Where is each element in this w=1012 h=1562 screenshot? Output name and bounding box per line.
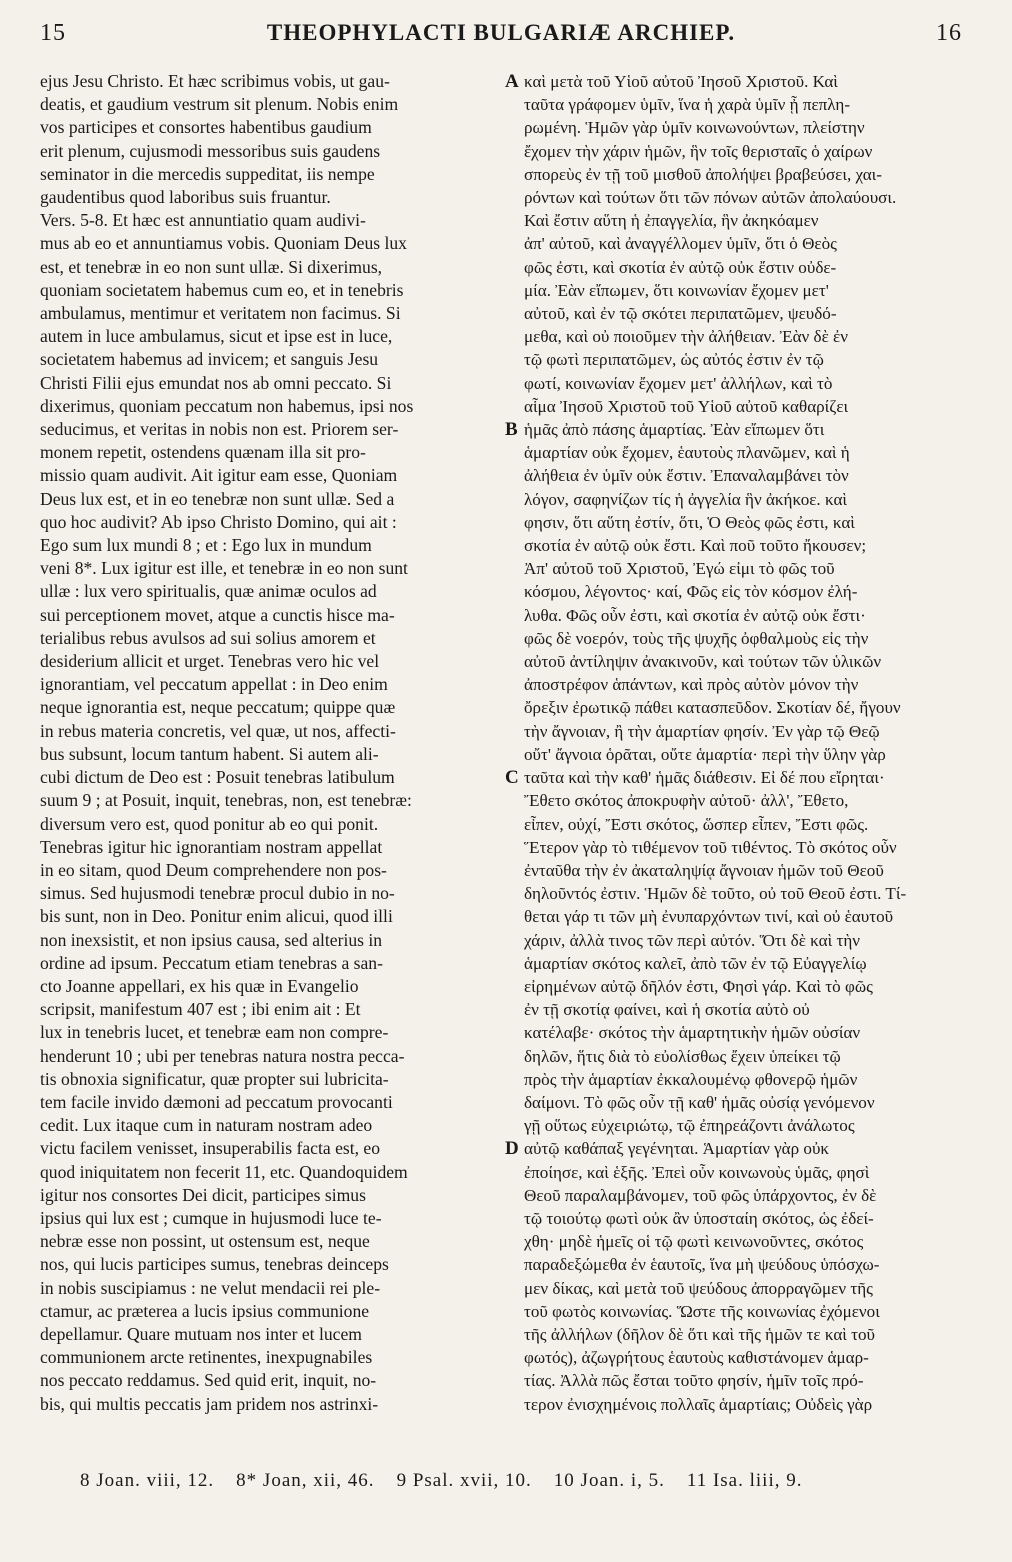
latin-text-line: societatem habemus ad invicem; et sanguis Jesu — [40, 349, 379, 370]
greek-text-line: τῆς ἀλλήλων (δῆλον δὲ ὅτι καὶ τῆς ἡμῶν τε καὶ τοῦ — [524, 1324, 876, 1344]
latin-text-line: seducimus, et veritas in nobis non est. Priorem ser- — [40, 419, 399, 440]
latin-text-line: dixerimus, quoniam peccatum non habemus, ipsi nos — [40, 395, 414, 416]
latin-text-line: quod iniquitatem non fecerit 11, etc. Quandoquidem — [40, 1161, 408, 1182]
latin-text-line: sui perceptionem movet, atque a cunctis hisce ma- — [40, 604, 395, 625]
greek-text-line: μία. Ἐὰν εἴπωμεν, ὅτι κοινωνίαν ἔχομεν μετ' — [524, 280, 829, 300]
margin-slot — [505, 743, 521, 766]
greek-text-line: μεθα, καὶ οὐ ποιοῦμεν τὴν ἀλήθειαν. Ἐὰν δὲ ἐν — [524, 327, 848, 347]
greek-text-line: τερον ἐνισχημένοις πολλαῖς ἁμαρτίαις; Οὐδεὶς γὰρ — [524, 1394, 873, 1414]
margin-slot — [505, 395, 521, 418]
margin-slot — [505, 1045, 521, 1068]
latin-text-line: ordine ad ipsum. Peccatum etiam tenebras a san- — [40, 952, 383, 973]
margin-slot — [505, 1346, 521, 1369]
margin-slot — [505, 464, 521, 487]
latin-text-line: bis sunt, non in Deo. Ponitur enim alicui, quod illi — [40, 906, 393, 927]
greek-text-line: φωτί, κοινωνίαν ἔχομεν μετ' ἀλλήλων, καὶ τὸ — [524, 373, 833, 393]
section-marker: D — [505, 1138, 519, 1160]
greek-text-line: Θεοῦ παραλαμβάνομεν, τοῦ φῶς ὑπάρχοντος, ἐν δὲ — [524, 1185, 877, 1205]
greek-text-line: ρόντων καὶ τούτων ὅτι τῶν πόνων αὐτῶν ἀπολαύουσι. — [524, 188, 897, 208]
greek-text-line: ἐν τῇ σκοτίᾳ φαίνει, καὶ ἡ σκοτία αὐτὸ οὐ — [524, 1000, 810, 1020]
latin-text-line: depellamur. Quare mutuam nos inter et lucem — [40, 1323, 362, 1344]
margin-slot — [505, 859, 521, 882]
section-markers — [505, 70, 521, 1416]
margin-slot — [505, 116, 521, 139]
greek-text-line: τὴν ἄγνοιαν, ἢ τὴν ἁμαρτίαν φησίν. Ἐν γὰρ τῷ Θεῷ — [524, 721, 880, 741]
latin-text-line: scripsit, manifestum 407 est ; ibi enim ait : Et — [40, 999, 361, 1020]
footnotes — [80, 1470, 972, 1492]
latin-text-line: igitur nos consortes Dei dicit, participes simus — [40, 1184, 366, 1205]
latin-text-line: autem in luce ambulamus, sicut et ipse est in luce, — [40, 326, 393, 347]
greek-text-line: τοῦ φωτὸς κοινωνίας. Ὥστε τῆς κοινωνίας ἐχόμενοι — [524, 1301, 880, 1321]
latin-text-line: in eo sitam, quod Deum comprehendere non pos- — [40, 859, 387, 880]
margin-slot — [505, 302, 521, 325]
latin-text-line: ctamur, ac præterea a lucis ipsius communione — [40, 1300, 370, 1321]
latin-text-line: veni 8*. Lux igitur est ille, et tenebræ in eo non sunt — [40, 558, 408, 579]
greek-text-line: δαίμονι. Τὸ φῶς οὖν τῇ καθ' ἡμᾶς οὐσίᾳ γενόμενον — [524, 1092, 875, 1112]
footnote: 11 Isa. liii, 9. — [686, 1470, 803, 1491]
margin-slot — [505, 1230, 521, 1253]
greek-text-line: ρωμένη. Ἡμῶν γὰρ ὑμῖν κοινωνούντων, πλείστην — [524, 118, 865, 138]
latin-text-line: vos participes et consortes habentibus gaudium — [40, 117, 372, 138]
latin-text-line: erit plenum, cujusmodi messoribus suis gaudens — [40, 140, 381, 161]
latin-text-line: in nobis suscipiamus : ne velut mendacii rei ple- — [40, 1277, 381, 1298]
margin-slot — [505, 534, 521, 557]
latin-text-line: desiderium allicit et urget. Tenebras vero hic vel — [40, 651, 380, 672]
greek-text-line: κατέλαβε· σκότος τὴν ἁμαρτητικὴν ἡμῶν οὐσίαν — [524, 1023, 861, 1043]
page-header — [40, 20, 962, 60]
margin-slot — [505, 1393, 521, 1416]
margin-slot — [505, 279, 521, 302]
margin-slot — [505, 650, 521, 673]
greek-text-line: ταῦτα γράφομεν ὑμῖν, ἵνα ἡ χαρὰ ὑμῖν ᾖ πεπλη- — [524, 95, 851, 115]
footnote: 8 Joan. viii, 12. — [80, 1470, 215, 1491]
margin-slot — [505, 1021, 521, 1044]
greek-text-line: καὶ μετὰ τοῦ Υἱοῦ αὐτοῦ Ἰησοῦ Χριστοῦ. Καὶ — [524, 72, 838, 91]
margin-slot — [505, 975, 521, 998]
greek-text-line: λόγον, σαφηνίζων τίς ἡ ἀγγελία ἣν ἀκήκοε. καὶ — [524, 489, 847, 509]
latin-text-line: quo hoc audivit? Ab ipso Christo Domino, qui ait : — [40, 511, 397, 532]
latin-text-line: est, et tenebræ in eo non sunt ullæ. Si dixerimus, — [40, 256, 383, 277]
margin-slot — [505, 325, 521, 348]
greek-text-line: τῷ φωτὶ περιπατῶμεν, ὡς αὐτός ἐστιν ἐν τῷ — [524, 350, 824, 370]
margin-slot — [505, 905, 521, 928]
greek-text-line: ἐνταῦθα τὴν ἐν ἀκαταληψίᾳ ἄγνοιαν ἡμῶν τοῦ Θεοῦ — [524, 860, 884, 880]
margin-slot — [505, 789, 521, 812]
margin-slot — [505, 696, 521, 719]
latin-text-line: in rebus materia concretis, vel quæ, ut nos, affecti- — [40, 720, 396, 741]
section-marker: C — [505, 767, 519, 789]
margin-slot — [505, 140, 521, 163]
footnote: 9 Psal. xvii, 10. — [396, 1470, 532, 1491]
latin-text-line: simus. Sed hujusmodi tenebræ procul dubio in no- — [40, 883, 395, 904]
greek-text-line: ὄρεξιν ἐρωτικῷ πάθει κατασπεῦδον. Σκοτίαν δέ, ἤγουν — [524, 698, 901, 718]
greek-text-line: τίας. Ἀλλὰ πῶς ἔσται τοῦτο φησίν, ἡμῖν τοῖς πρό- — [524, 1371, 864, 1391]
latin-text-line: communionem arcte retinentes, inexpugnabiles — [40, 1347, 373, 1368]
latin-text-line: seminator in die mercedis suppeditat, iis nempe — [40, 163, 375, 184]
greek-text-line: εἶπεν, οὐχί, Ἔστι σκότος, ὥσπερ εἶπεν, Ἔστι φῶς. — [524, 814, 869, 834]
greek-text-line: φησιν, ὅτι αὕτη ἐστίν, ὅτι, Ὁ Θεὸς φῶς ἐστι, καὶ — [524, 512, 855, 532]
latin-text-line: nos, qui lucis participes sumus, tenebras deinceps — [40, 1254, 389, 1275]
margin-slot — [505, 673, 521, 696]
latin-text-line: victu facilem venisset, insuperabilis facta est, eo — [40, 1138, 381, 1159]
latin-text-line: missio quam audivit. Ait igitur eam esse, Quoniam — [40, 465, 398, 486]
running-title: THEOPHYLACTI BULGARIÆ ARCHIEP. — [266, 20, 736, 45]
margin-slot — [505, 929, 521, 952]
latin-text-line: Vers. 5-8. Et hæc est annuntiatio quam audivi- — [40, 210, 366, 231]
latin-text-line: cedit. Lux itaque cum in naturam nostram adeo — [40, 1115, 373, 1136]
greek-text-line: χθη· μηδὲ ἡμεῖς οἱ τῷ φωτὶ κεινωνοῦντες, σκότος — [524, 1232, 864, 1252]
greek-text-line: φωτός), ἀζωγρήτους ἑαυτοὺς καθιστάνομεν ἁμαρ- — [524, 1348, 869, 1368]
greek-text-line: μεν δίκας, καὶ μετὰ τοῦ ψεύδους ἀπορραγῶμεν τῆς — [524, 1278, 873, 1298]
footnote: 8* Joan, xii, 46. — [236, 1470, 375, 1491]
margin-slot — [505, 186, 521, 209]
greek-text-line: ἐποίησε, καὶ ἑξῆς. Ἐπεὶ οὖν κοινωνοὺς ὑμᾶς, φησὶ — [524, 1162, 870, 1182]
greek-text-line: ἀπ' αὐτοῦ, καὶ ἀναγγέλλομεν ὑμῖν, ὅτι ὁ Θεὸς — [524, 234, 837, 254]
greek-text-line: σπορεὺς ἐν τῇ τοῦ μισθοῦ ἀπολήψει βραβεύσει, χαι- — [524, 164, 882, 184]
margin-slot — [505, 163, 521, 186]
margin-slot — [505, 952, 521, 975]
margin-slot — [505, 441, 521, 464]
margin-slot — [505, 93, 521, 116]
latin-text-line: Deus lux est, et in eo tenebræ non sunt ullæ. Sed a — [40, 488, 395, 509]
margin-slot — [505, 836, 521, 859]
margin-slot — [505, 720, 521, 743]
margin-slot — [505, 488, 521, 511]
latin-text-line: quoniam societatem habemus cum eo, et in tenebris — [40, 279, 404, 300]
greek-text-line: δηλῶν, ἥτις διὰ τὸ εὐολίσθως ἔχειν ὑπείκει τῷ — [524, 1046, 841, 1066]
latin-text-line: ejus Jesu Christo. Et hæc scribimus vobis, ut gau- — [40, 71, 390, 91]
latin-text-line: diversum vero est, quod ponitur ab eo qui ponit. — [40, 813, 379, 834]
latin-text-line: Christi Filii ejus emundat nos ab omni peccato. Si — [40, 372, 392, 393]
margin-slot — [505, 604, 521, 627]
greek-text-line: ἀλήθεια ἐν ὑμῖν οὐκ ἔστιν. Ἐπαναλαμβάνει τὸν — [524, 466, 849, 486]
margin-slot — [505, 1300, 521, 1323]
section-marker: B — [505, 419, 518, 441]
latin-text-line: mus ab eo et annuntiamus vobis. Quoniam Deus lux — [40, 233, 407, 254]
latin-text-line: bus subsunt, locum tantum habent. Si autem ali- — [40, 743, 379, 764]
latin-text-line: Ego sum lux mundi 8 ; et : Ego lux in mundum — [40, 535, 372, 556]
greek-text-line: πρὸς τὴν ἁμαρτίαν ἐκκαλουμένῳ φθονερῷ ἡμῶν — [524, 1069, 858, 1089]
greek-text-line: Ἔθετο σκότος ἀποκρυφὴν αὐτοῦ· ἀλλ', Ἔθετο, — [524, 791, 849, 811]
latin-text-line: non inexsistit, et non ipsius causa, sed alterius in — [40, 929, 383, 950]
margin-slot — [505, 813, 521, 836]
margin-slot — [505, 882, 521, 905]
greek-text-line: ἡμᾶς ἀπὸ πάσης ἁμαρτίας. Ἐὰν εἴπωμεν ὅτι — [524, 420, 825, 440]
margin-slot — [505, 557, 521, 580]
greek-text-line: ἁμαρτίαν οὐκ ἔχομεν, ἑαυτοὺς πλανῶμεν, καὶ ἡ — [524, 443, 850, 463]
latin-text-line: deatis, et gaudium vestrum sit plenum. Nobis enim — [40, 94, 399, 115]
greek-text-line: Ἀπ' αὐτοῦ τοῦ Χριστοῦ, Ἐγώ εἰμι τὸ φῶς τοῦ — [524, 559, 835, 579]
greek-text-line: αὐτοῦ ἀντίληψιν ἀνακινοῦν, καὶ τούτων τῶν ὑλικῶν — [524, 652, 882, 672]
latin-text-line: lux in tenebris lucet, et tenebræ eam non compre- — [40, 1022, 389, 1043]
latin-text-line: cto Joanne appellari, ex his quæ in Evangelio — [40, 975, 359, 996]
greek-text-line: δηλοῦντός ἐστιν. Ἡμῶν δὲ τοῦτο, οὐ τοῦ Θεοῦ ἐστι. Τί- — [524, 884, 907, 904]
greek-text-line: οὔτ' ἄγνοια ὁρᾶται, οὔτε ἁμαρτία· περὶ τὴν ὕλην γὰρ — [524, 744, 886, 764]
latin-text-line: suum 9 ; at Posuit, inquit, tenebras, non, est tenebræ: — [40, 790, 412, 811]
footnote: 10 Joan. i, 5. — [553, 1470, 665, 1491]
greek-text-line: ἔχομεν τὴν χάριν ἡμῶν, ἣν τοῖς θερισταῖς ὁ χαίρων — [524, 141, 873, 161]
margin-slot — [505, 1114, 521, 1137]
margin-slot — [505, 1161, 521, 1184]
greek-text-line: Καὶ ἔστιν αὕτη ἡ ἐπαγγελία, ἣν ἀκηκόαμεν — [524, 211, 819, 231]
latin-text-line: ullæ : lux vero spiritualis, quæ animæ oculos ad — [40, 581, 377, 602]
margin-slot — [505, 627, 521, 650]
latin-text-line: ambulamus, mentimur et veritatem non facimus. Si — [40, 303, 401, 324]
greek-text-line: ἀποστρέφον ἁπάντων, καὶ πρὸς αὐτὸν μόνον τὴν — [524, 675, 859, 695]
greek-text-line: ταῦτα καὶ τὴν καθ' ἡμᾶς διάθεσιν. Εἰ δέ που εἴρηται· — [524, 768, 885, 788]
margin-slot — [505, 1277, 521, 1300]
latin-text-line: nos peccato reddamus. Sed quid erit, inquit, no- — [40, 1370, 377, 1391]
page-number-left: 15 — [40, 20, 66, 46]
latin-column — [40, 70, 502, 1416]
margin-slot — [505, 232, 521, 255]
latin-text-line: tis obnoxia significatur, quæ propter sui lubricita- — [40, 1068, 389, 1089]
greek-text-line: φῶς δὲ νοερόν, τοὺς τῆς ψυχῆς ὀφθαλμοὺς εἰς τὴν — [524, 628, 869, 648]
margin-slot — [505, 998, 521, 1021]
section-marker: A — [505, 71, 519, 92]
margin-slot — [505, 372, 521, 395]
greek-text-line: θεται γάρ τι τῶν μὴ ἐνυπαρχόντων τινί, καὶ οὐ ἑαυτοῦ — [524, 907, 894, 927]
greek-text-line: λυθα. Φῶς οὖν ἐστι, καὶ σκοτία ἐν αὐτῷ οὐκ ἔστι· — [524, 605, 866, 625]
greek-text-line: τῷ τοιούτῳ φωτὶ οὐκ ἂν ὑποσταίη σκότος, ὡς ἐδεί- — [524, 1208, 874, 1228]
latin-text-line: bis, qui multis peccatis jam pridem nos astrinxi- — [40, 1393, 379, 1414]
greek-text-line: ἁμαρτίαν σκότος καλεῖ, ἀπὸ τῶν ἐν τῷ Εὐαγγελίῳ — [524, 953, 867, 973]
greek-text-line: χάριν, ἀλλὰ τινος τῶν περὶ αὐτόν. Ὅτι δὲ καὶ τὴν — [524, 930, 860, 950]
greek-text-line: αὐτῷ καθάπαξ γεγένηται. Ἁμαρτίαν γὰρ οὐκ — [524, 1139, 830, 1159]
latin-text-line: gaudentibus quod laboribus suis fruantur. — [40, 187, 331, 208]
greek-text-line: Ἕτερον γὰρ τὸ τιθέμενον τοῦ τιθέντος. Τὸ σκότος οὖν — [524, 837, 897, 857]
greek-text-line: εἰρημένων αὐτῷ δῆλόν ἐστι, Φησὶ γάρ. Καὶ τὸ φῶς — [524, 976, 873, 996]
greek-column — [524, 70, 966, 1416]
page-number-right: 16 — [936, 20, 962, 46]
margin-slot — [505, 580, 521, 603]
greek-text-line: παραδεξώμεθα ἐν ἑαυτοῖς, ἵνα μὴ ψεύδους ὑπόσχω- — [524, 1255, 880, 1275]
margin-slot — [505, 1207, 521, 1230]
margin-slot — [505, 1091, 521, 1114]
latin-text-line: terialibus rebus avulsos ad sui solius amorem et — [40, 627, 376, 648]
latin-text-line: nebræ esse non possint, ut ostensum est, neque — [40, 1231, 370, 1252]
margin-slot — [505, 256, 521, 279]
margin-slot — [505, 1369, 521, 1392]
latin-text-line: henderunt 10 ; ubi per tenebras natura nostra pecca- — [40, 1045, 405, 1066]
latin-text-line: neque ignorantia est, neque peccatum; quippe quæ — [40, 697, 396, 718]
greek-text-line: σκοτία ἐν αὐτῷ οὐκ ἔστι. Καὶ ποῦ τοῦτο ἤκουσεν; — [524, 536, 867, 556]
greek-text-line: αὐτοῦ, καὶ ἐν τῷ σκότει περιπατῶμεν, ψευδό- — [524, 304, 837, 324]
margin-slot — [505, 1184, 521, 1207]
latin-text-line: ignorantiam, vel peccatum appellat : in Deo enim — [40, 674, 388, 695]
margin-slot — [505, 348, 521, 371]
latin-text-line: ipsius qui lux est ; cumque in hujusmodi luce te- — [40, 1207, 382, 1228]
latin-text-line: cubi dictum de Deo est : Posuit tenebras latibulum — [40, 767, 395, 788]
margin-slot — [505, 511, 521, 534]
margin-slot — [505, 1068, 521, 1091]
margin-slot — [505, 1253, 521, 1276]
greek-text-line: γῇ οὕτως εὐχειριώτῳ, τῷ ἐπηρεάζοντι ἀνάλωτος — [524, 1116, 855, 1136]
margin-slot — [505, 209, 521, 232]
margin-slot — [505, 1323, 521, 1346]
latin-text-line: tem facile invido dæmoni ad peccatum provocanti — [40, 1091, 393, 1112]
greek-text-line: αἷμα Ἰησοῦ Χριστοῦ τοῦ Υἱοῦ αὐτοῦ καθαρίζει — [524, 396, 849, 416]
greek-text-line: φῶς ἐστι, καὶ σκοτία ἐν αὐτῷ οὐκ ἔστιν οὐδε- — [524, 257, 837, 277]
latin-text-line: Tenebras igitur hic ignorantiam nostram appellat — [40, 836, 383, 857]
greek-text-line: κόσμου, λέγοντος· καί, Φῶς εἰς τὸν κόσμον ἐλή- — [524, 582, 858, 602]
latin-text-line: monem repetit, ostendens quænam illa sit pro- — [40, 442, 366, 463]
